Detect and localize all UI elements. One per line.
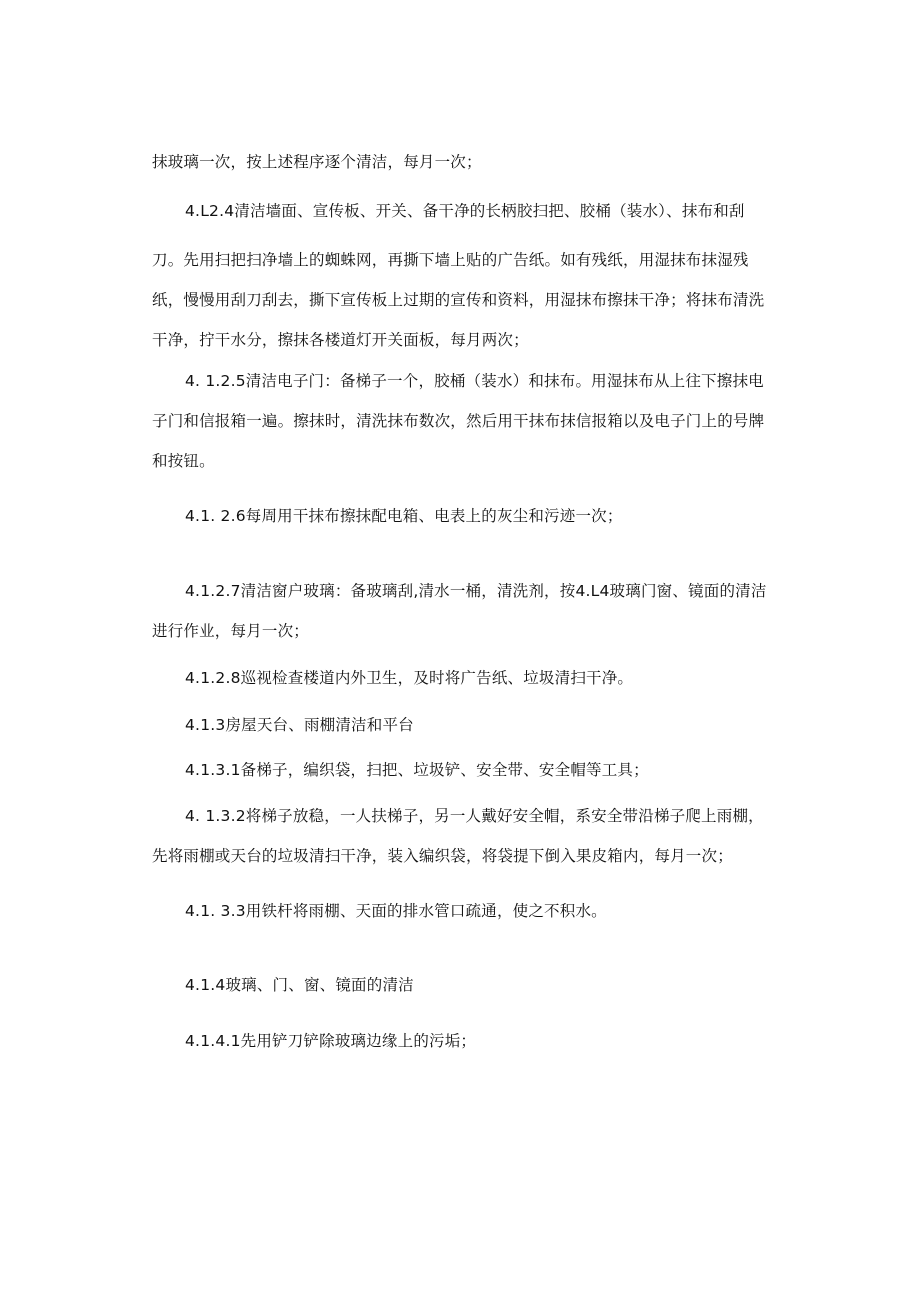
text-line: 抹玻璃一次，按上述程序逐个清洁，每月一次；	[152, 153, 482, 171]
text-line: 进行作业，每月一次；	[152, 622, 310, 640]
text-line: 4.1. 3.3用铁杆将雨棚、天面的排水管口疏通，使之不积水。	[185, 902, 607, 920]
text-line: 4.1.4玻璃、门、窗、镜面的清洁	[185, 976, 414, 994]
text-line: 4.1.2.7清洁窗户玻璃：备玻璃刮,清水一桶，清洗剂，按4.L4玻璃门窗、镜面的清洁	[185, 582, 767, 600]
text-line: 4.1.4.1先用铲刀铲除玻璃边缘上的污垢；	[185, 1032, 477, 1050]
text-line: 4.L2.4清洁墙面、宣传板、开关、备干净的长柄胶扫把、胶桶（装水）、抹布和刮	[185, 202, 745, 220]
text-line: 4. 1.3.2将梯子放稳，一人扶梯子，另一人戴好安全帽，系安全带沿梯子爬上雨棚，	[185, 807, 764, 825]
text-line: 4.1.3.1备梯子，编织袋，扫把、垃圾铲、安全带、安全帽等工具；	[185, 761, 649, 779]
text-line: 和按钮。	[152, 452, 215, 470]
text-line: 纸，慢慢用刮刀刮去，撕下宣传板上过期的宣传和资料，用湿抹布擦抹干净；将抹布清洗	[152, 291, 765, 309]
text-line: 干净，拧干水分，擦抹各楼道灯开关面板，每月两次；	[152, 331, 529, 349]
text-line: 先将雨棚或天台的垃圾清扫干净，装入编织袋，将袋提下倒入果皮箱内，每月一次；	[152, 847, 733, 865]
text-line: 4.1.2.8巡视检查楼道内外卫生，及时将广告纸、垃圾清扫干净。	[185, 669, 634, 687]
text-line: 4.1. 2.6每周用干抹布擦抹配电箱、电表上的灰尘和污迹一次；	[185, 507, 623, 525]
text-line: 刀。先用扫把扫净墙上的蜘蛛网，再撕下墙上贴的广告纸。如有残纸，用湿抹布抹湿残	[152, 251, 749, 269]
text-line: 4.1.3房屋天台、雨棚清洁和平台	[185, 716, 414, 734]
text-line: 4. 1.2.5清洁电子门：备梯子一个，胶桶（装水）和抹布。用湿抹布从上往下擦抹电	[185, 372, 764, 390]
text-line: 子门和信报箱一遍。擦抹时，清洗抹布数次，然后用干抹布抹信报箱以及电子门上的号牌	[152, 412, 765, 430]
